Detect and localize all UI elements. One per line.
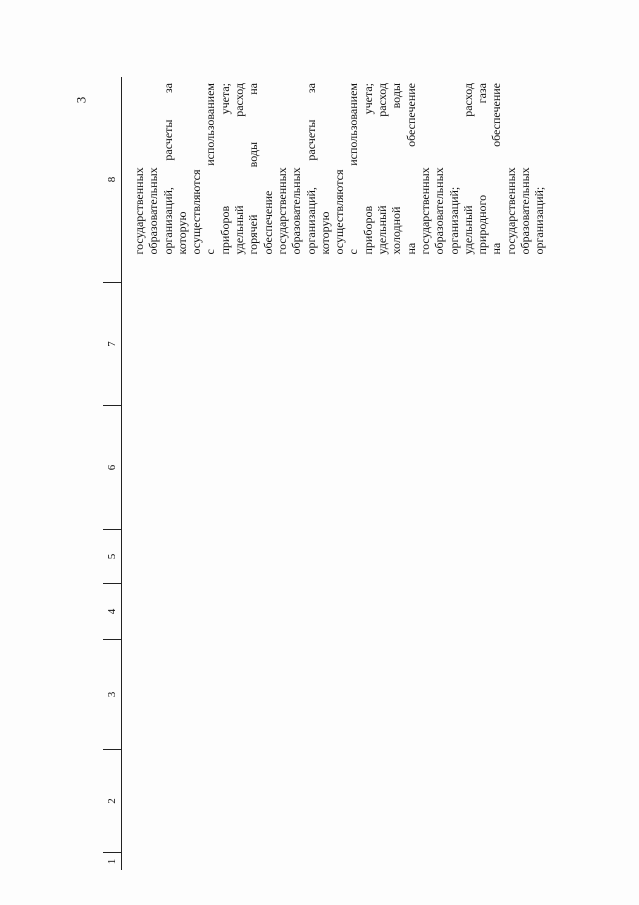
table-cell-7 <box>122 283 547 406</box>
column-8-line: осуществляются <box>189 169 204 255</box>
column-8-line: приборов учета; <box>360 83 375 255</box>
column-8-line: которую <box>317 211 332 255</box>
column-8-line: организаций, расчеты за <box>303 83 318 255</box>
column-8-line: на обеспечение <box>489 83 504 255</box>
column-8-line: образовательных <box>432 167 447 255</box>
column-number-2: 2 <box>103 750 122 853</box>
column-8-line: холодной воды <box>389 83 404 255</box>
table-cell-2 <box>122 750 547 853</box>
column-number-5: 5 <box>103 530 122 584</box>
column-8-text <box>122 77 547 283</box>
table-cell-6 <box>122 406 547 530</box>
column-8-line: государственных <box>503 167 518 255</box>
column-8-line: с использованием <box>346 83 361 255</box>
column-number-3: 3 <box>103 640 122 750</box>
table-cell-1 <box>122 853 547 871</box>
column-8-line: природного газа <box>475 83 490 255</box>
column-8-line: горячей воды на <box>246 83 261 255</box>
column-number-6: 6 <box>103 406 122 530</box>
column-8-line: с использованием <box>203 83 218 255</box>
column-8-line: образовательных <box>146 167 161 255</box>
table-row <box>122 77 547 870</box>
column-8-line: обеспечение <box>260 190 275 255</box>
column-8-line: организаций, расчеты за <box>160 83 175 255</box>
column-number-4: 4 <box>103 584 122 640</box>
column-8-line: государственных <box>274 167 289 255</box>
table-cell-3 <box>122 640 547 750</box>
rotated-table-sheet <box>103 83 547 870</box>
column-8-line: удельный расход <box>232 83 247 255</box>
column-8-line: организаций; <box>446 186 461 255</box>
page-number: 3 <box>73 96 89 104</box>
column-number-8: 8 <box>103 77 122 283</box>
column-8-line: приборов учета; <box>217 83 232 255</box>
column-8-line: осуществляются <box>332 169 347 255</box>
table-cell-5 <box>122 530 547 584</box>
column-8-line: образовательных <box>289 167 304 255</box>
column-number-1: 1 <box>103 853 122 871</box>
column-8-line: государственных <box>417 167 432 255</box>
data-table <box>103 77 547 870</box>
column-8-line: организаций; <box>532 186 547 255</box>
column-8-line: удельный расход <box>375 83 390 255</box>
column-8-line: на обеспечение <box>403 83 418 255</box>
column-8-line: удельный расход <box>460 83 475 255</box>
column-number-7: 7 <box>103 283 122 406</box>
table-cell-4 <box>122 584 547 640</box>
column-number-row <box>103 77 122 870</box>
column-8-line: которую <box>174 211 189 255</box>
table-cell-8 <box>122 77 547 283</box>
column-8-line: государственных <box>132 167 146 255</box>
column-8-line: образовательных <box>518 167 533 255</box>
